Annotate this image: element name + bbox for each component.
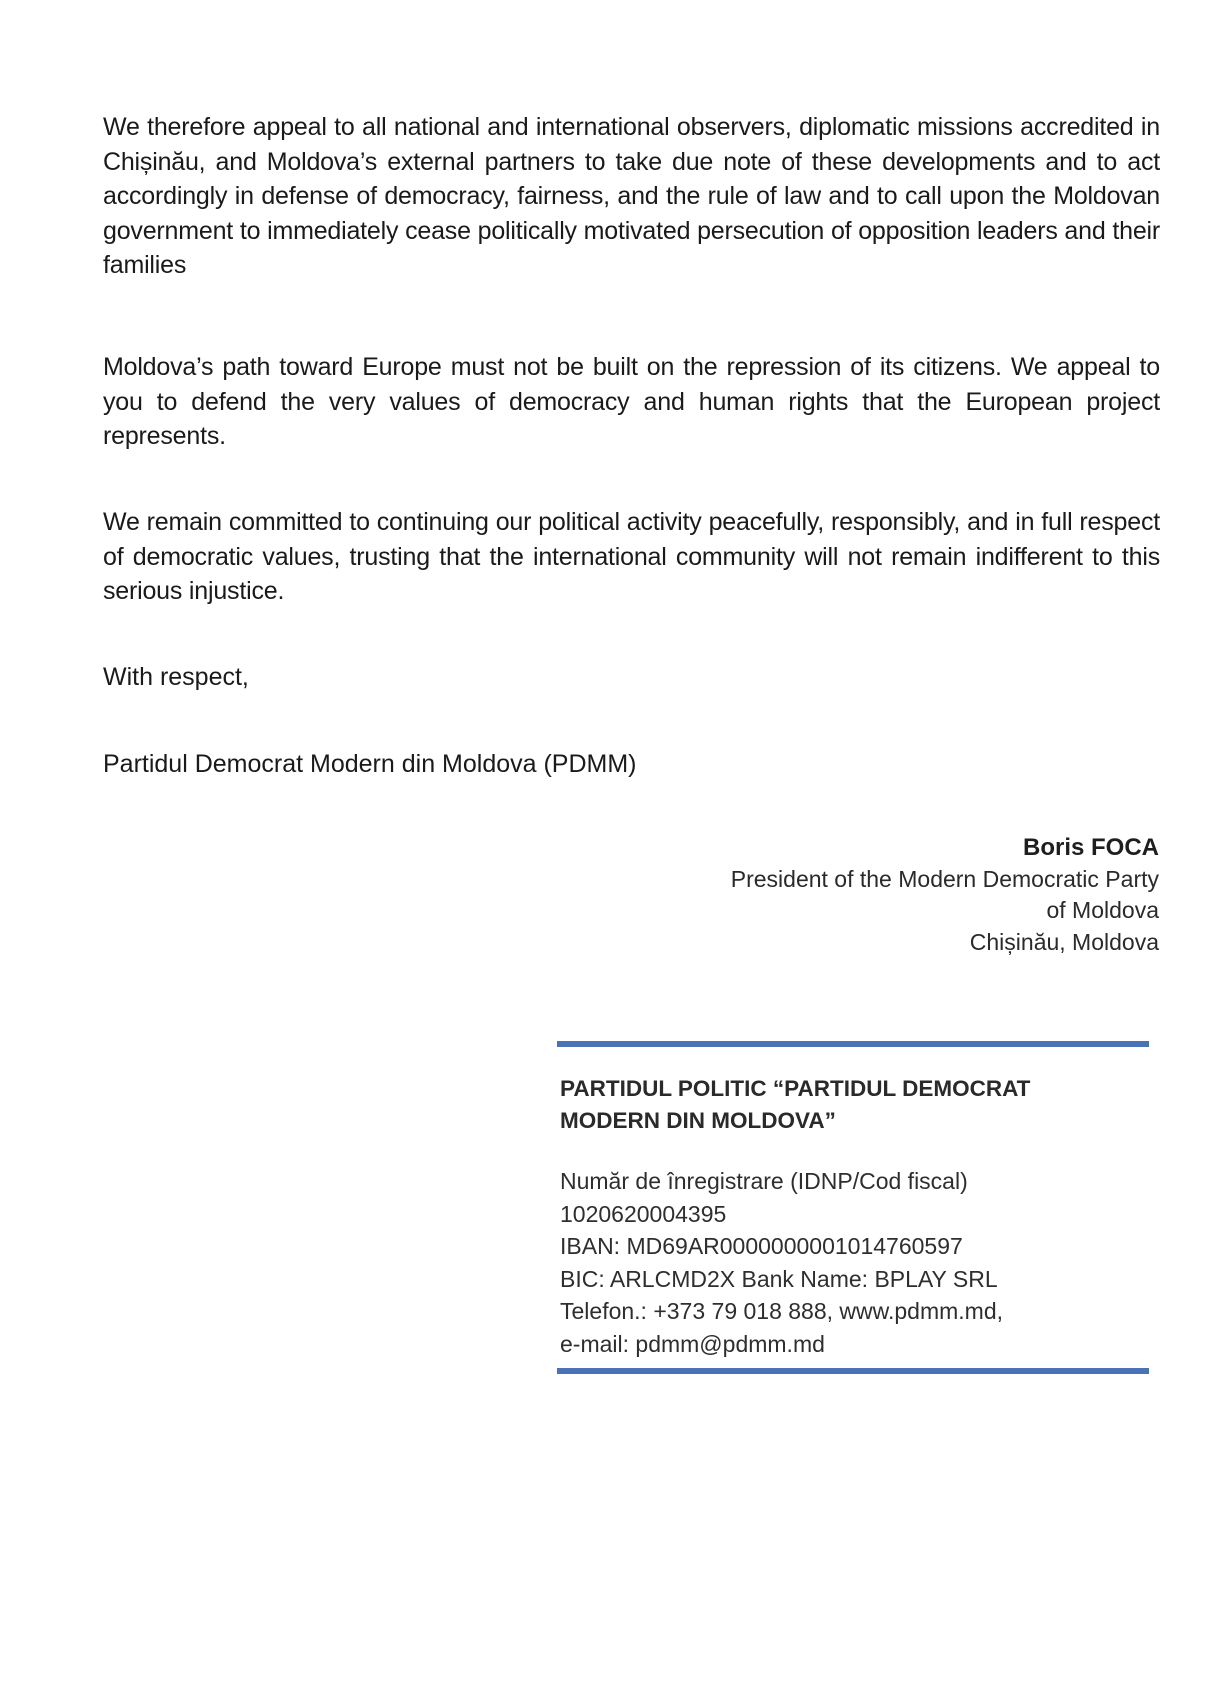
closing-salutation: With respect, <box>103 663 249 691</box>
footer-party-title: PARTIDUL POLITIC “PARTIDUL DEMOCRAT MODERN DIN MOLDOVA” <box>560 1076 1031 1133</box>
signatory-name: Boris FOCA <box>1022 834 1159 861</box>
email: e-mail: pdmm@pdmm.md <box>560 1330 825 1357</box>
iban: IBAN: MD69AR0000000001014760597 <box>560 1233 963 1259</box>
bic-bank: BIC: ARLCMD2X Bank Name: BPLAY SRL <box>560 1265 998 1292</box>
signatory-location: Chișinău, Moldova <box>969 928 1159 955</box>
footer-contact-info <box>560 1165 1003 1360</box>
phone-website: Telefon.: +373 79 018 888, www.pdmm.md, <box>560 1298 1004 1324</box>
registration-label: Număr de înregistrare (IDNP/Cod fiscal) <box>560 1168 968 1194</box>
signature-block <box>731 832 1159 958</box>
signatory-title-cont: of Moldova <box>1046 897 1159 923</box>
appeal-paragraph: We therefore appeal to all national and international observers, diplomatic missions accredited in Chișinău, and Moldova’s external partners to take due note of these developments and to act accordingly in defense of democracy, fairness, and the rule of law and to call upon the Moldovan government to immediately cease politically motivated persecution of opposition leaders and their families <box>103 113 1160 279</box>
footer-bottom-divider <box>557 1368 1149 1374</box>
commitment-paragraph: We remain committed to continuing our political activity peacefully, responsibly, and in full respect of democratic values, trusting that the international community will not remain indifferent to this serious injustice. <box>103 508 1160 605</box>
registration-number: 1020620004395 <box>560 1200 727 1227</box>
party-name: Partidul Democrat Modern din Moldova (PDMM) <box>103 750 637 778</box>
footer-top-divider <box>557 1041 1149 1047</box>
europe-paragraph: Moldova’s path toward Europe must not be built on the repression of its citizens. We appeal to you to defend the very values of democracy and human rights that the European project represents. <box>103 353 1160 450</box>
signatory-title: President of the Modern Democratic Party <box>730 865 1159 892</box>
